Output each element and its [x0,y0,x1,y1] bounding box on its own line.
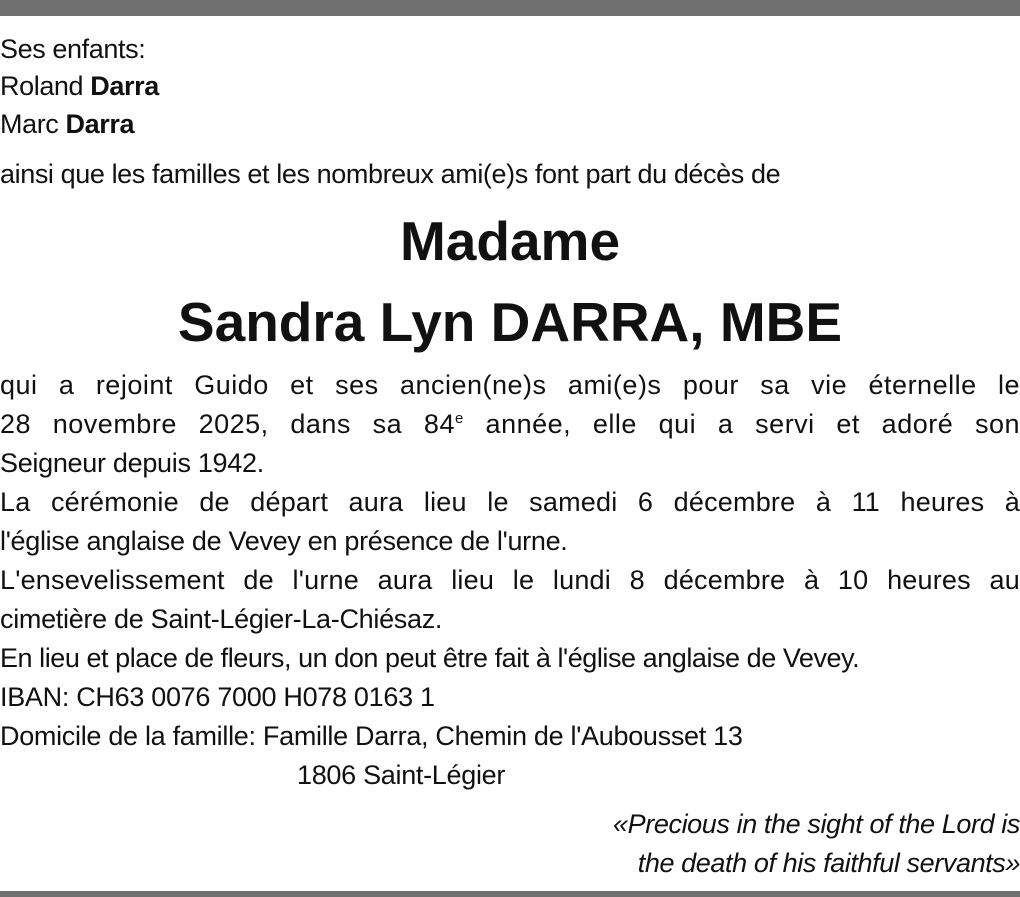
ceremony-line2: l'église anglaise de Vevey en présence de l'urne. [0,526,568,556]
scripture-quote-line1: «Precious in the sight of the Lord is [613,809,1020,839]
child-name-2 [0,107,134,141]
child-name-1 [0,69,159,103]
children-intro: Ses enfants: [0,34,146,64]
burial-line1: L'ensevelissement de l'urne aura lieu le lundi 8 décembre à 10 heures au [0,565,1020,595]
announcement-text: ainsi que les familles et les nombreux ami(e)s font part du décès de [0,159,781,189]
iban-text: IBAN: CH63 0076 7000 H078 0163 1 [0,682,435,712]
domicile-address: Famille Darra, Chemin de l'Aubousset 13 [262,721,743,751]
domicile-line2: 1806 Saint-Légier [297,760,506,790]
domicile-label: Domicile de la famille: [0,721,263,751]
child-first-name: Marc [0,109,59,139]
paragraph1-line1: qui a rejoint Guido et ses ancien(ne)s ami(e)s pour sa vie éternelle le [0,370,1020,400]
burial-line2: cimetière de Saint-Légier-La-Chiésaz. [0,604,443,634]
flowers-text: En lieu et place de fleurs, un don peut être fait à l'église anglaise de Vevey. [0,643,860,673]
child-last-name: Darra [65,109,135,139]
bottom-rule [0,891,1020,897]
child-last-name: Darra [90,71,159,101]
paragraph1-line2-start: 28 novembre 2025, dans sa 84 [0,409,455,439]
deceased-title: Madame [399,210,621,272]
paragraph1-line2-end: année, elle qui a servi et adoré son [463,409,1020,439]
scripture-quote-line2: the death of his faithful servants» [637,848,1020,878]
ceremony-line1: La cérémonie de départ aura lieu le samedi 6 décembre à 11 heures à [0,487,1020,517]
deceased-name: Sandra Lyn DARRA, MBE [177,291,843,353]
top-rule [0,0,1020,16]
child-first-name: Roland [0,71,84,101]
ordinal-suffix: e [454,410,464,427]
domicile-line1 [0,717,743,756]
paragraph1-line2 [0,405,1020,444]
paragraph1-line3: Seigneur depuis 1942. [0,448,264,478]
